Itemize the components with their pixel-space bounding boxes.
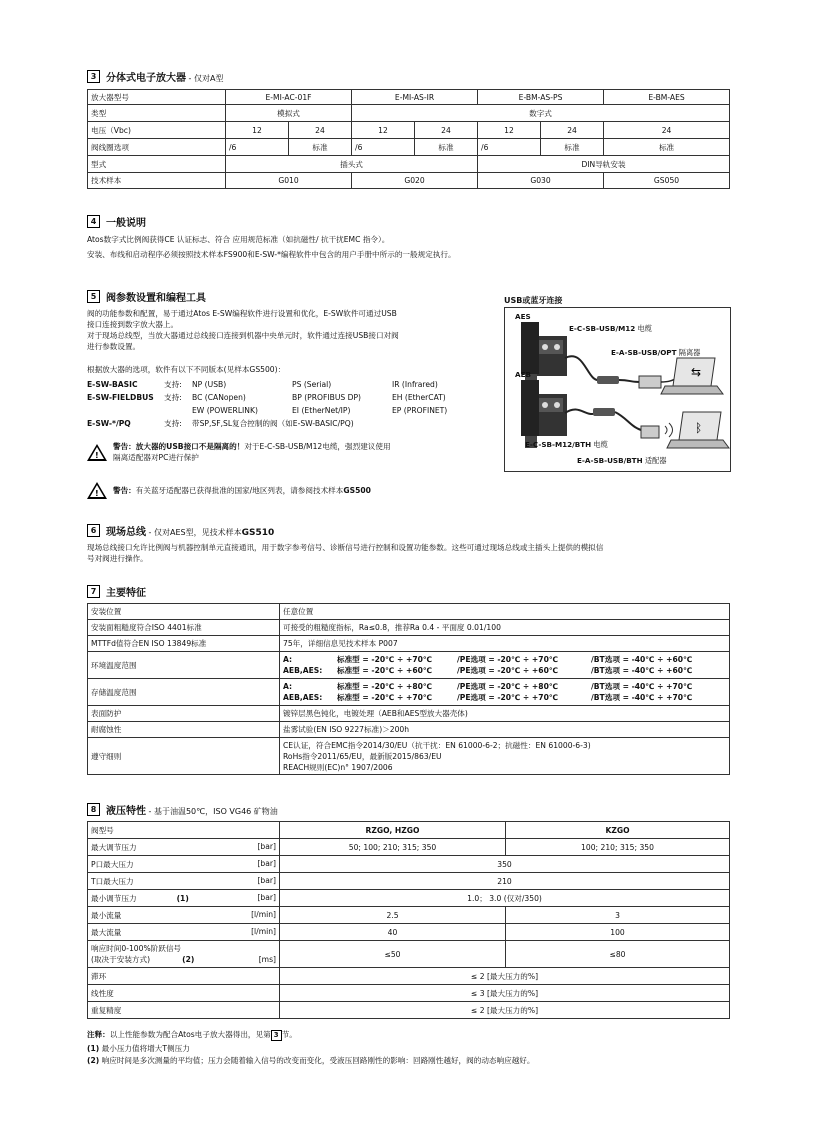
table-row (88, 941, 730, 968)
section-5-number: 5 (87, 290, 100, 303)
bth-connector (593, 408, 615, 416)
sw-option: EH (EtherCAT) (392, 393, 446, 402)
sw-option: BP (PROFIBUS DP) (292, 393, 361, 402)
table-row (88, 822, 730, 839)
hyd-value: 100; 210; 315; 350 (506, 839, 730, 856)
feature-key: 表面防护 (88, 706, 280, 722)
feature-key: 耐腐蚀性 (88, 722, 280, 738)
table-row (88, 679, 730, 706)
ambient-temp-value: A: 标准型 = -20℃ ÷ +70℃ /PE选项 = -20℃ ÷ +70℃ /BT选项 = -40℃ ÷ +60℃ AEB,AES: 标准型 = -20℃ ÷ +60℃ /PE选项 = -20℃ ÷ +60℃ /BT选项 = -40℃ ÷ +60℃ (280, 652, 730, 679)
amp-voltage-cell: 12 (226, 122, 289, 139)
amp-model-1: E-MI-AC-01F (226, 90, 352, 105)
amp-voltage-label: 电压（Vbc) (88, 122, 226, 139)
amp-voltage-cell: 24 (604, 122, 730, 139)
amp-row-model (88, 90, 730, 105)
hyd-value: ≤80 (506, 941, 730, 968)
bluetooth-warning (87, 482, 371, 499)
hyd-value: ≤ 2 [最大压力的%] (280, 968, 730, 985)
section-4-title: 一般说明 (106, 218, 146, 229)
sw-name: E-SW-*/PQ (87, 419, 131, 428)
sw-support: 支持: (164, 419, 182, 428)
usb-icon: ⇆ (691, 365, 702, 379)
amp-type-analog: 模拟式 (226, 105, 352, 122)
amp-voltage-cell: 24 (289, 122, 352, 139)
warning-bold-text: 警告：放大器的USB接口不是隔离的！ (113, 442, 245, 451)
amp-row-coil (88, 139, 730, 156)
sw-support: 支持: (164, 393, 182, 402)
amp-coil-cell: /6 (352, 139, 415, 156)
usb-connector (597, 376, 619, 384)
table-row (88, 706, 730, 722)
feature-key: 存储温度范围 (88, 679, 280, 706)
feature-key: 安装位置 (88, 604, 280, 620)
hyd-value: ≤50 (280, 941, 506, 968)
amp-form-plug: 插头式 (226, 156, 478, 173)
hyd-value: 210 (280, 873, 730, 890)
table-row (88, 722, 730, 738)
hyd-header-kzgo: KZGO (506, 822, 730, 839)
section-3-title: 分体式电子放大器 - 仅对A型 (106, 73, 224, 84)
aeb-label: AEB (515, 370, 531, 379)
feature-value: 可接受的粗糙度指标，Ra≤0.8，推荐Ra 0.4 - 平面度 0.01/100 (280, 620, 730, 636)
hyd-value: ≤ 3 [最大压力的%] (280, 985, 730, 1002)
table-row (88, 985, 730, 1002)
feature-key: 遵守细则 (88, 738, 280, 775)
section-8-number: 8 (87, 803, 100, 816)
usb-isolator-icon (639, 376, 661, 388)
sw-support: 支持: (164, 380, 182, 389)
amp-coil-cell: 标准 (415, 139, 478, 156)
main-features-table (87, 603, 730, 775)
table-row (88, 907, 730, 924)
hyd-header-rzgo: RZGO, HZGO (280, 822, 506, 839)
amp-coil-cell: 标准 (289, 139, 352, 156)
table-row (88, 856, 730, 873)
amp-voltage-cell: 24 (541, 122, 604, 139)
table-row (88, 738, 730, 775)
feature-key: 环境温度范围 (88, 652, 280, 679)
connection-figure-title: USB或蓝牙连接 (504, 296, 563, 305)
sw-option: EI (EtherNet/IP) (292, 406, 351, 415)
amp-coil-cell: 标准 (604, 139, 730, 156)
aeb-amplifier-icon (521, 380, 567, 448)
warning-icon: ! (87, 444, 107, 461)
paragraph-line: 对于现场总线型，当放大器通过总线接口连接到机器中央单元时，软件通过连接USB接口对阀 (87, 331, 399, 340)
amp-model-2: E-MI-AS-IR (352, 90, 478, 105)
aes-label: AES (515, 312, 531, 321)
table-row (88, 620, 730, 636)
footnote-1: (1) 最小压力值将增大T侧压力 (87, 1044, 190, 1053)
amp-tech-cell: G020 (352, 173, 478, 189)
hyd-key: 阀型号 (88, 822, 280, 839)
table-row (88, 604, 730, 620)
usb-bth-adapter-label: E-A-SB-USB/BTH 适配器 (577, 456, 667, 465)
hyd-value: ≤ 2 [最大压力的%] (280, 1002, 730, 1019)
section-8-heading (87, 802, 278, 817)
paragraph-line: 阀的功能参数和配置，易于通过Atos E-SW编程软件进行设置和优化，E-SW软件可通过USB (87, 309, 397, 318)
warning-text: 有关蓝牙适配器已获得批准的国家/地区列表，请参阅技术样本 (135, 486, 344, 495)
hyd-value: 1.0； 3.0 (仅对/350) (280, 890, 730, 907)
bth-cable (565, 409, 597, 414)
amp-row-form (88, 156, 730, 173)
paragraph-line: 现场总线接口允许比例阀与机器控制单元直接通讯，用于数字参考信号、诊断信号进行控制和设置功能参数。这些可通过现场总线或主插头上提供的模拟信 (87, 543, 604, 552)
sw-name: E-SW-FIELDBUS (87, 393, 154, 402)
section-4-number: 4 (87, 215, 100, 228)
hyd-key: 最小调节压力 (1) [bar] (88, 890, 280, 907)
hyd-key: 响应时间0-100%阶跃信号 (取决于安装方式) (2) [ms] (88, 941, 280, 968)
amp-voltage-cell: 12 (478, 122, 541, 139)
paragraph-line: 安装、布线和启动程序必须按照技术样本FS900和E-SW-*编程软件中包含的用户手册中所示的一般规定执行。 (87, 250, 456, 259)
usb-cable (565, 356, 600, 380)
hyd-value: 50; 100; 210; 315; 350 (280, 839, 506, 856)
paragraph-line: 接口连接到数字放大器上。 (87, 320, 179, 329)
section-5-title: 阀参数设置和编程工具 (106, 293, 206, 304)
section-5-text (87, 308, 399, 352)
sw-fieldbus-row (87, 392, 492, 403)
amp-row-voltage (88, 122, 730, 139)
table-row (88, 652, 730, 679)
amp-tech-cell: G030 (478, 173, 604, 189)
footnote-2: (2) 响应时间是多次测量的平均值；压力会随着输入信号的改变而变化，受液压回路刚性的影响：回路刚性越好，阀的动态响应越好。 (87, 1056, 535, 1065)
amp-model-label: 放大器型号 (88, 90, 226, 105)
sw-option: IR (Infrared) (392, 380, 438, 389)
section-3-subtitle: - 仅对A型 (186, 74, 224, 83)
m12-bth-cable-label: E-C-SB-M12/BTH 电缆 (525, 440, 608, 449)
feature-key: MTTFd值符合EN ISO 13849标准 (88, 636, 280, 652)
usb-cable (619, 380, 639, 382)
hyd-key: T口最大压力 [bar] (88, 873, 280, 890)
amp-tech-cell: G010 (226, 173, 352, 189)
hyd-key: 最大调节压力 [bar] (88, 839, 280, 856)
warning-text: 对于E-C-SB-USB/M12电缆，强烈建议使用 (244, 442, 391, 451)
hydraulic-table (87, 821, 730, 1019)
amp-voltage-cell: 24 (415, 122, 478, 139)
amp-model-4: E-BM-AES (604, 90, 730, 105)
amp-tech-label: 技术样本 (88, 173, 226, 189)
section-3-heading (87, 69, 223, 84)
amp-form-din: DIN导轨安装 (478, 156, 730, 173)
software-versions-intro: 根据放大器的选项，软件有以下不同版本(见样本GS500)： (87, 365, 286, 374)
feature-key: 安装面粗糙度符合ISO 4401标准 (88, 620, 280, 636)
table-row (88, 839, 730, 856)
section-6-text (87, 542, 603, 564)
sw-option: PS (Serial) (292, 380, 332, 389)
section-4-heading (87, 214, 146, 229)
amplifier-table (87, 89, 730, 189)
hyd-key: 最小流量 [l/min] (88, 907, 280, 924)
hyd-value: 3 (506, 907, 730, 924)
sw-fieldbus-row-2 (87, 405, 492, 416)
section-8-title: 液压特性 - 基于油温50℃，ISO VG46 矿物油 (106, 806, 278, 817)
warning-bold-text: 警告： (113, 486, 136, 495)
connection-figure (504, 307, 731, 472)
section-3-number: 3 (87, 70, 100, 83)
hyd-key: 线性度 (88, 985, 280, 1002)
feature-value: 75年，详细信息见技术样本 P007 (280, 636, 730, 652)
sw-option: 带SP,SF,SL复合控制的阀（如E-SW-BASIC/PQ) (192, 419, 354, 428)
hydraulic-note: 注释：以上性能参数为配合Atos电子放大器得出，见第 3 节。 (87, 1030, 297, 1039)
amp-coil-label: 阀线圈选项 (88, 139, 226, 156)
amp-type-label: 类型 (88, 105, 226, 122)
section-4-text (87, 234, 456, 260)
section-7-title: 主要特征 (106, 588, 146, 599)
amp-tech-cell: GS050 (604, 173, 730, 189)
hyd-key: P口最大压力 [bar] (88, 856, 280, 873)
section-7-heading (87, 584, 146, 599)
feature-value: 任意位置 (280, 604, 730, 620)
usb-opt-isolator-label: E-A-SB-USB/OPT 隔离器 (611, 348, 701, 357)
hyd-value: 350 (280, 856, 730, 873)
sw-option: NP (USB) (192, 380, 227, 389)
amp-row-tech (88, 173, 730, 189)
amp-voltage-cell: 12 (352, 122, 415, 139)
paragraph-line: 号对阀进行操作。 (87, 554, 148, 563)
warning-text: 隔离适配器对PC进行保护 (113, 453, 199, 462)
hyd-value: 100 (506, 924, 730, 941)
feature-value: 盐雾试验(EN ISO 9227标准)＞200h (280, 722, 730, 738)
amp-coil-cell: 标准 (541, 139, 604, 156)
amp-type-digital: 数字式 (352, 105, 730, 122)
section-5-heading (87, 289, 206, 304)
storage-temp-value: A: 标准型 = -20℃ ÷ +80℃ /PE选项 = -20℃ ÷ +80℃ /BT选项 = -40℃ ÷ +70℃ AEB,AES: 标准型 = -20℃ ÷ +70℃ /PE选项 = -20℃ ÷ +70℃ /BT选项 = -40℃ ÷ +70℃ (280, 679, 730, 706)
section-6-title: 现场总线 - 仅对AES型，见技术样本GS510 (106, 527, 275, 538)
usb-m12-cable-label: E-C-SB-USB/M12 电缆 (569, 324, 652, 333)
table-row (88, 636, 730, 652)
hyd-value: 40 (280, 924, 506, 941)
table-row (88, 968, 730, 985)
hyd-value: 2.5 (280, 907, 506, 924)
table-row (88, 924, 730, 941)
amp-form-label: 型式 (88, 156, 226, 173)
warning-icon: ! (87, 482, 107, 499)
table-row (88, 890, 730, 907)
bth-cable (615, 412, 641, 430)
amp-model-3: E-BM-AS-PS (478, 90, 604, 105)
hyd-key: 重复精度 (88, 1002, 280, 1019)
section-6-number: 6 (87, 524, 100, 537)
hyd-key: 滞环 (88, 968, 280, 985)
sw-name: E-SW-BASIC (87, 380, 138, 389)
amp-coil-cell: /6 (478, 139, 541, 156)
sw-pq-row (87, 418, 354, 429)
section-6-heading (87, 523, 274, 538)
sw-option: EW (POWERLINK) (192, 406, 258, 415)
paragraph-line: 进行参数设置。 (87, 342, 141, 351)
sw-basic-row (87, 379, 492, 390)
amp-coil-cell: /6 (226, 139, 289, 156)
section-7-number: 7 (87, 585, 100, 598)
compliance-value: CE认证，符合EMC指令2014/30/EU（抗干扰：EN 61000-6-2；抗磁性：EN 61000-6-3) RoHs指令2011/65/EU，最新版2015/863/EU REACH规则(EC)n° 1907/2006 (280, 738, 730, 775)
sw-option: EP (PROFINET) (392, 406, 448, 415)
table-row (88, 1002, 730, 1019)
wireless-waves-icon (665, 423, 673, 437)
warning-ref: GS500 (343, 486, 371, 495)
section-ref-box: 3 (271, 1030, 282, 1041)
amp-row-type (88, 105, 730, 122)
bluetooth-adapter-icon (641, 426, 659, 438)
paragraph-line: Atos数字式比例阀获得CE 认证标志、符合 应用规范标准（如抗磁性/ 抗干扰EMC 指令）。 (87, 235, 390, 244)
sw-option: BC (CANopen) (192, 393, 246, 402)
table-row (88, 873, 730, 890)
hyd-key: 最大流量 [l/min] (88, 924, 280, 941)
usb-warning (87, 441, 391, 463)
feature-value: 镀锌层黑色钝化，电镀处理（AEB和AES型放大器壳体) (280, 706, 730, 722)
bluetooth-icon: ᛒ (695, 421, 703, 435)
